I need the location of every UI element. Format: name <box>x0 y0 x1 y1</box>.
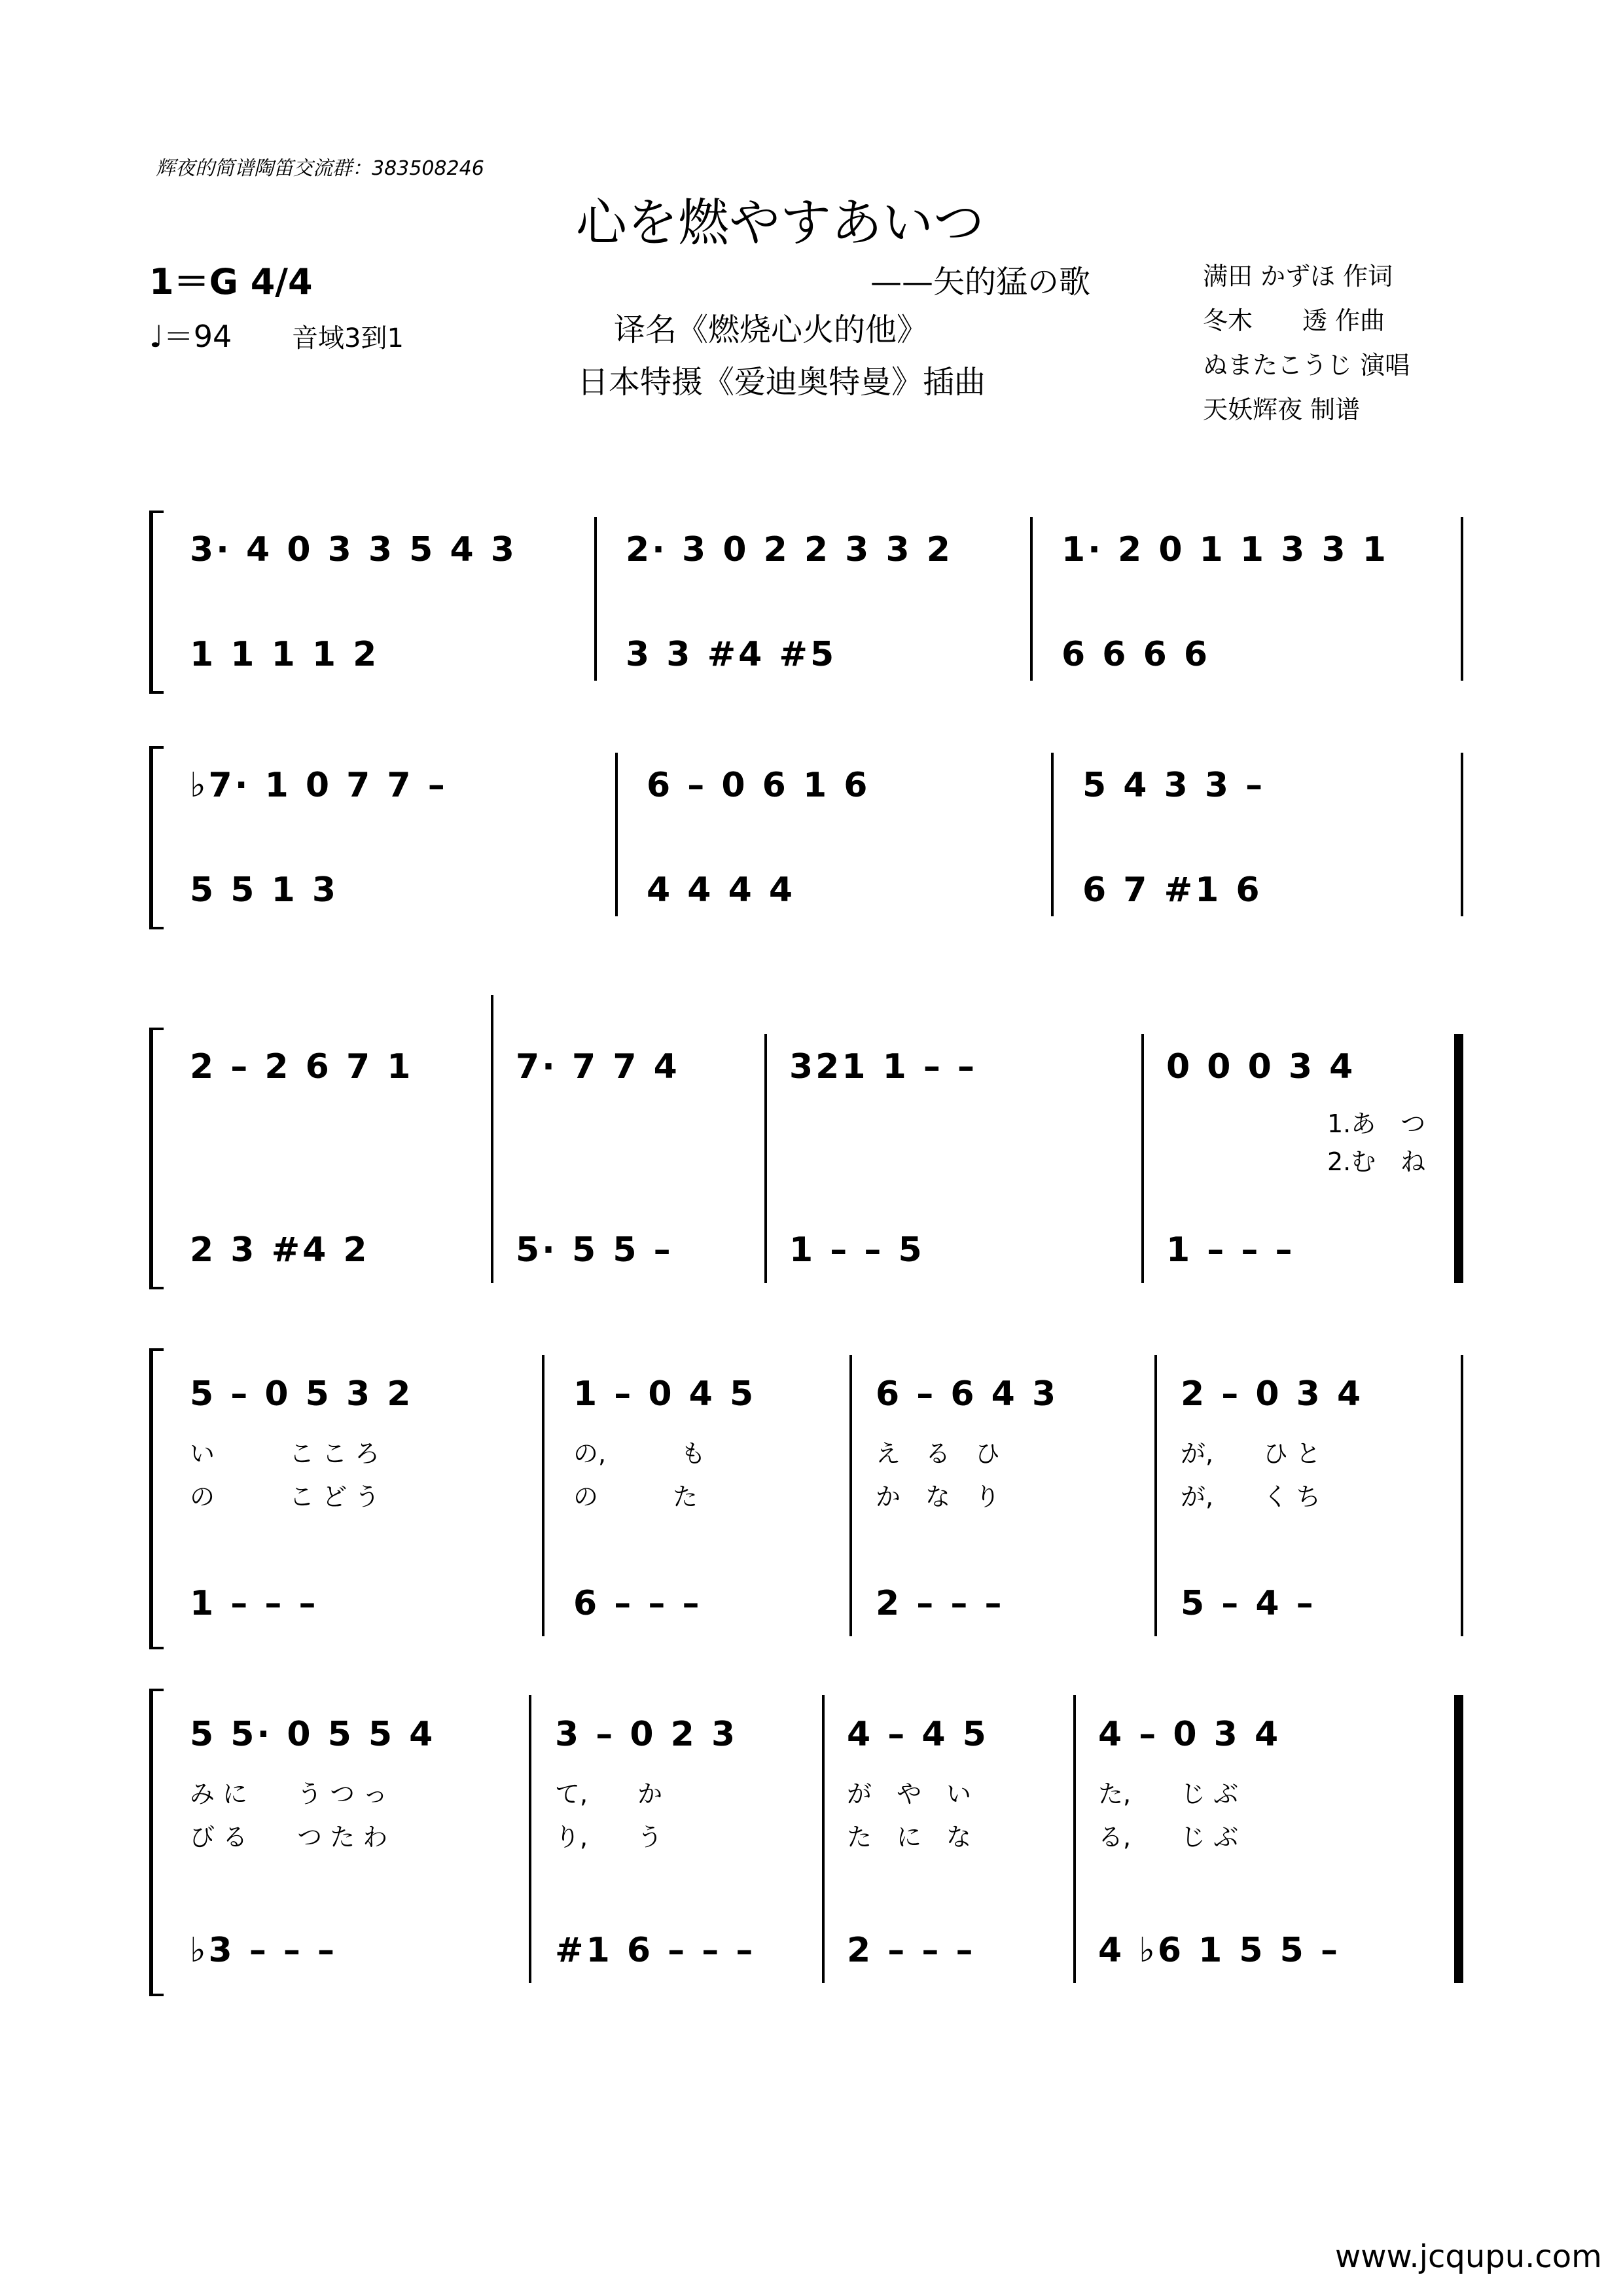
lyric-verse-1: が, ひ と <box>1181 1439 1321 1468</box>
score-system-4 <box>149 1348 1465 1649</box>
credit-lyricist: 满田 かずほ 作词 <box>1203 262 1393 291</box>
double-barline <box>1454 1034 1463 1283</box>
key-signature: 1＝G 4/4 <box>149 261 313 302</box>
source-note: 日本特摄《爱迪奥特曼》插曲 <box>577 364 986 401</box>
score-system-5 <box>149 1689 1465 1996</box>
alt-title: 译名《燃烧心火的他》 <box>614 312 929 348</box>
barline <box>1141 1034 1144 1283</box>
bass-measure: 3 3 #4 #5 <box>626 635 837 674</box>
barline <box>542 1355 544 1636</box>
system-brace <box>149 1028 164 1289</box>
bass-measure: 6 6 6 6 <box>1061 635 1211 674</box>
barline <box>615 753 618 916</box>
lyric-verse-2: の た <box>573 1482 698 1511</box>
score-system-3 <box>149 995 1465 1289</box>
bass-measure: 5· 5 5 – <box>516 1230 673 1270</box>
system-brace <box>149 1689 164 1996</box>
bass-measure: 2 – – – <box>847 1931 976 1970</box>
lyric-verse-2: る, じ ぶ <box>1098 1823 1239 1852</box>
barline <box>1073 1695 1076 1983</box>
melody-measure: 5 5· 0 5 5 4 <box>190 1715 436 1754</box>
system-brace <box>149 746 164 929</box>
melody-measure: 4 – 4 5 <box>847 1715 989 1754</box>
melody-measure: ♭7· 1 0 7 7 – <box>190 766 448 805</box>
bass-measure: 5 5 1 3 <box>190 870 339 910</box>
bass-measure: 1 1 1 1 2 <box>190 635 380 674</box>
barline <box>1030 517 1033 681</box>
melody-measure: 2 – 0 3 4 <box>1181 1374 1364 1414</box>
bass-measure: 6 7 #1 6 <box>1082 870 1262 910</box>
range-note: 音域3到1 <box>292 323 404 353</box>
lyric-verse-1: 1.あ つ <box>1327 1109 1426 1138</box>
melody-measure: 5 – 0 5 3 2 <box>190 1374 414 1414</box>
lyric-verse-2: び る つ た わ <box>190 1823 388 1852</box>
credit-composer: 冬木 透 作曲 <box>1203 306 1385 335</box>
lyric-verse-1: て, か <box>555 1780 663 1808</box>
barline <box>1461 753 1463 916</box>
barline <box>594 517 597 681</box>
barline <box>849 1355 852 1636</box>
bass-measure: 5 – 4 – <box>1181 1584 1316 1623</box>
lyric-verse-2: り, う <box>555 1823 663 1852</box>
bass-measure: 6 – – – <box>573 1584 702 1623</box>
lyric-verse-1: の, も <box>573 1439 706 1468</box>
lyric-verse-2: の こ ど う <box>190 1482 380 1511</box>
barline <box>764 1034 767 1283</box>
bass-measure: ♭3 – – – <box>190 1931 338 1970</box>
song-title: 心を燃やすあいつ <box>576 194 985 253</box>
bass-measure: 4 ♭6 1 5 5 – <box>1098 1931 1340 1970</box>
tempo-marking: ♩＝94 <box>149 319 232 354</box>
double-barline <box>1454 1695 1463 1983</box>
melody-measure: 6 – 6 4 3 <box>876 1374 1059 1414</box>
bass-measure: 1 – – – <box>190 1584 319 1623</box>
melody-measure: 0 0 0 3 4 <box>1166 1047 1356 1086</box>
bass-measure: 1 – – – <box>1166 1230 1295 1270</box>
melody-measure: 1· 2 0 1 1 3 3 1 <box>1061 530 1389 569</box>
melody-measure: 4 – 0 3 4 <box>1098 1715 1281 1754</box>
lyric-verse-1: み に う つ っ <box>190 1780 388 1808</box>
barline <box>1051 753 1054 916</box>
barline <box>1461 1355 1463 1636</box>
bass-measure: 2 3 #4 2 <box>190 1230 370 1270</box>
barline <box>491 995 493 1283</box>
barline <box>529 1695 531 1983</box>
bass-measure: 1 – – 5 <box>789 1230 925 1270</box>
score-system-1 <box>149 511 1465 694</box>
credit-singer: ぬまたこうじ 演唱 <box>1203 351 1410 380</box>
credit-transcriber: 天妖辉夜 制谱 <box>1203 395 1361 424</box>
barline <box>1154 1355 1157 1636</box>
lyric-verse-1: え る ひ <box>876 1439 1001 1468</box>
melody-measure: 2 – 2 6 7 1 <box>190 1047 414 1086</box>
melody-measure: 321 1 – – <box>789 1047 978 1086</box>
barline <box>1461 517 1463 681</box>
melody-measure: 6 – 0 6 1 6 <box>647 766 870 805</box>
lyric-verse-1: が や い <box>847 1780 972 1808</box>
system-brace <box>149 511 164 694</box>
lyric-verse-2: た に な <box>847 1823 972 1852</box>
bass-measure: #1 6 – – – <box>555 1931 756 1970</box>
bass-measure: 4 4 4 4 <box>647 870 796 910</box>
lyric-verse-1: い こ こ ろ <box>190 1439 380 1468</box>
melody-measure: 3 – 0 2 3 <box>555 1715 738 1754</box>
system-brace <box>149 1348 164 1649</box>
score-system-2 <box>149 746 1465 929</box>
footer-url: www.jcqupu.com <box>1335 2238 1602 2275</box>
melody-measure: 3· 4 0 3 3 5 4 3 <box>190 530 517 569</box>
bass-measure: 2 – – – <box>876 1584 1005 1623</box>
melody-measure: 1 – 0 4 5 <box>573 1374 757 1414</box>
group-note: 辉夜的简谱陶笛交流群：383508246 <box>156 157 484 180</box>
melody-measure: 5 4 3 3 – <box>1082 766 1266 805</box>
song-subtitle: ——矢的猛の歌 <box>870 264 1091 300</box>
credits-block <box>1203 254 1410 432</box>
barline <box>822 1695 825 1983</box>
lyric-verse-2: が, く ち <box>1181 1482 1321 1511</box>
lyric-verse-1: た, じ ぶ <box>1098 1780 1239 1808</box>
lyric-verse-2: 2.む ね <box>1327 1147 1426 1176</box>
melody-measure: 2· 3 0 2 2 3 3 2 <box>626 530 953 569</box>
melody-measure: 7· 7 7 4 <box>516 1047 680 1086</box>
lyric-verse-2: か な り <box>876 1482 1001 1511</box>
